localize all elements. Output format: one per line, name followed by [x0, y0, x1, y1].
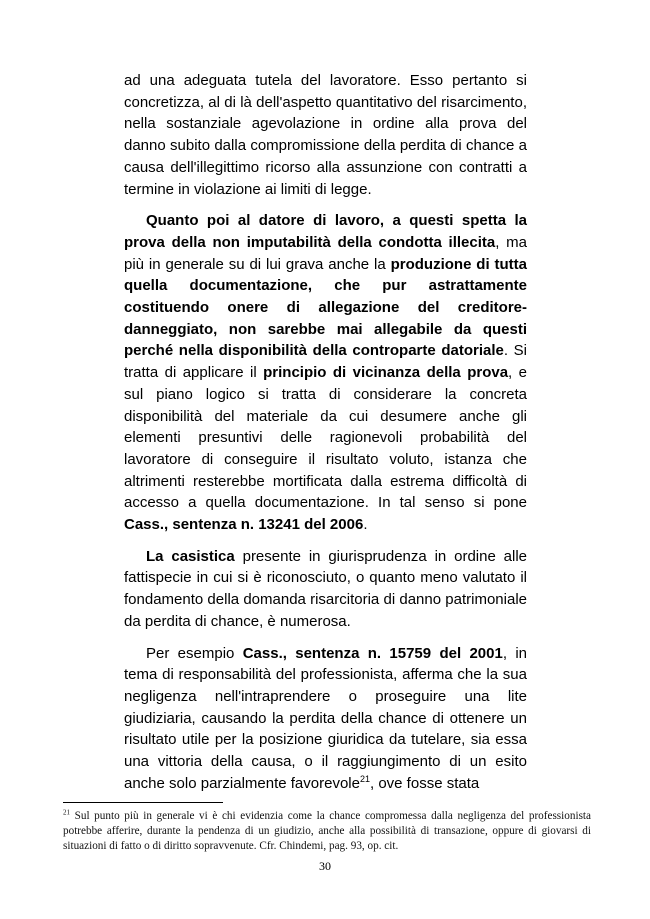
- paragraph-4: [124, 643, 527, 795]
- footnote-marker: 21: [63, 808, 70, 817]
- case-citation: Cass., sentenza n. 15759 del 2001: [242, 644, 503, 662]
- footnote: [63, 809, 591, 855]
- paragraph-text: presente in giurisprudenza in ordine alle fattispecie in cui si è riconosciuto, o quanto meno valutato il fondamento della domanda risarcitoria di danno patrimoniale da perdita di chance, è numerosa.: [124, 547, 528, 630]
- body-text: [124, 70, 527, 805]
- paragraph-text: , ma più in generale su di lui grava anche la: [124, 233, 527, 273]
- paragraph-text: .: [363, 516, 368, 534]
- footnote-reference[interactable]: 21: [359, 773, 370, 784]
- paragraph-3: [124, 546, 527, 633]
- paragraph-2: [124, 210, 527, 536]
- paragraph-text: ad una adeguata tutela del lavoratore. Esso pertanto si concretizza, al di là dell'aspetto quantitativo del risarcimento, nella sostanziale agevolazione in ordine alla prova del danno subito dalla compromissione della perdita di chance a causa dell'illegittimo ricorso alla assunzione con contratti a termine in violazione ai limiti di legge.: [124, 72, 527, 198]
- bold-text: La casistica: [146, 547, 235, 565]
- bold-text: produzione di tutta quella documentazione, che pur astrattamente costituendo onere di allegazione del creditore-danneggiato, non sarebbe mai allegabile da questi perché nella disponibilità della controparte datoriale: [124, 255, 527, 360]
- paragraph-text: Per esempio: [146, 644, 243, 662]
- paragraph-1: [124, 70, 527, 200]
- paragraph-text: , e sul piano logico si tratta di considerare la concreta disponibilità del materiale da cui desumere anche gli elementi presuntivi delle ragionevoli probabilità del lavoratore di conseguire il risultato voluto, istanza che altrimenti resterebbe mortificata dalla estrema difficoltà di accesso a quella documentazione. In tal senso si pone: [124, 364, 527, 512]
- case-citation: Cass., sentenza n. 13241 del 2006: [124, 516, 364, 534]
- page-number: 30: [319, 859, 331, 873]
- bold-text: Quanto poi al datore di lavoro, a questi spetta la prova della non imputabilità della condotta illecita: [124, 212, 527, 251]
- footnote-text: Sul punto più in generale vi è chi evidenzia come la chance compromessa dalla negligenza del professionista potrebbe afferire, durante la pendenza di un giudizio, anche alla possibilità di transazione, oppure di giovarsi di situazioni di fatto o di diritto sopravvenute. Cfr. Chindemi, pag. 93, op. cit.: [63, 810, 591, 853]
- paragraph-text: . Si tratta di applicare il: [124, 342, 527, 382]
- footnote-separator: [63, 802, 223, 803]
- paragraph-text: , ove fosse stata: [370, 774, 480, 792]
- paragraph-text: , in tema di responsabilità del professionista, afferma che la sua negligenza nell'intraprendere o proseguire una lite giudiziaria, causando la perdita della chance di ottenere un risultato utile per la posizione giuridica da tutelare, sia essa una vittoria della causa, o il raggiungimento di un esito anche solo parzialmente favorevole: [124, 644, 527, 792]
- bold-text: principio di vicinanza della prova: [263, 364, 509, 382]
